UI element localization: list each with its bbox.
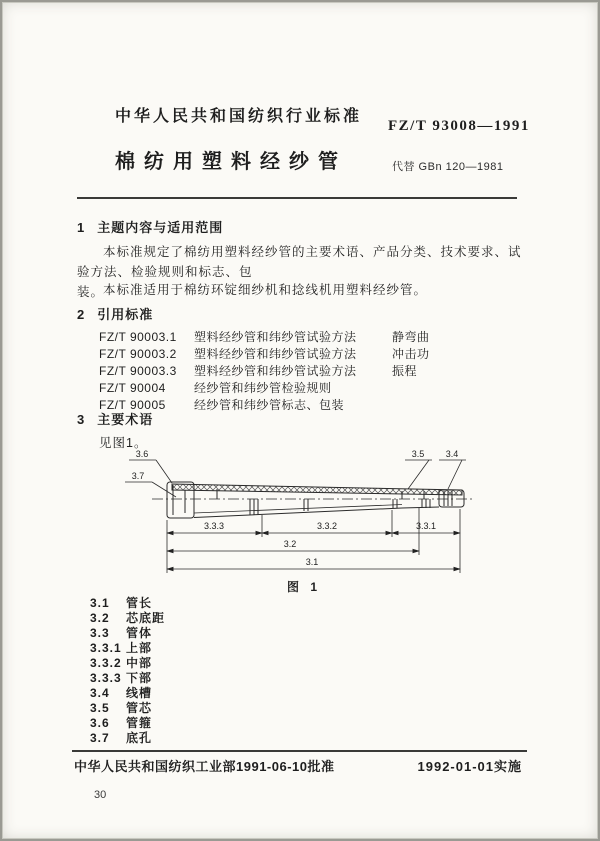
callout-tube-hoop: 3.6 [135,449,149,459]
reference-code: FZ/T 90003.1 [99,330,177,344]
dim-lower-part: 3.3.3 [203,521,225,531]
term-item [90,699,152,714]
term-label: 芯底距 [126,611,166,625]
figure-intro: 见图1。 [99,436,148,450]
term-label: 管长 [126,596,153,610]
section3-title: 主要术语 [97,412,154,427]
paragraph-line: 本标准规定了棉纺用塑料经纱管的主要术语、产品分类、技术要求、试验方法、检验规则和标志、包 [77,245,522,279]
figure1-bobbin-drawing [72,445,532,597]
term-label: 管芯 [126,701,153,715]
term-number: 3.3 [90,626,110,640]
paragraph-line: 装。 [77,285,105,299]
bottom-outline [194,508,402,518]
term-number: 3.1 [90,596,110,610]
callout-bottom-hole: 3.7 [131,471,145,481]
reference-item [99,379,332,396]
term-item [90,729,152,744]
section2-number: 2 [77,307,86,322]
term-item [90,639,152,654]
reference-item [99,328,430,345]
dim-tube-length: 3.1 [305,557,319,567]
bore-wall [194,505,402,514]
term-label: 上部 [126,641,153,655]
term-label: 管体 [126,626,153,640]
section3-number: 3 [77,412,86,427]
section1-number: 1 [77,220,86,235]
term-item [90,684,152,699]
reference-code: FZ/T 90003.3 [99,364,177,378]
term-label: 中部 [126,656,153,670]
dim-upper-part: 3.3.1 [415,521,437,531]
header-rule [77,197,517,199]
term-number: 3.4 [90,686,110,700]
term-number: 3.2 [90,611,110,625]
term-item [90,609,165,624]
term-number: 3.7 [90,731,110,745]
reference-code: FZ/T 90004 [99,381,166,395]
section2-heading [77,304,153,323]
term-item [90,714,152,729]
standard-org-line: 中华人民共和国纺织行业标准 [115,108,363,125]
approval-text: 中华人民共和国纺织工业部1991-06-10批准 [74,759,335,774]
callout-yarn-groove: 3.4 [445,449,459,459]
reference-title: 经纱管和纬纱管标志、包装 [194,398,345,412]
section2-title: 引用标准 [97,307,154,322]
section1-heading [77,217,223,236]
reference-title: 塑料经纱管和纬纱管试验方法 [194,330,357,344]
knurled-surface-band [172,484,462,495]
reference-code: FZ/T 90003.2 [99,347,177,361]
replaces-note: 代替 GBn 120—1981 [392,161,504,173]
implementation-text: 1992-01-01实施 [417,759,522,774]
term-item [90,624,152,639]
page-number: 30 [94,789,107,801]
reference-subtitle: 冲击功 [392,347,430,361]
footer-rule [72,750,527,752]
bottom-outline [402,507,439,508]
reference-subtitle: 振程 [392,364,418,378]
dim-middle-part: 3.3.2 [316,521,338,531]
term-item [90,669,152,684]
section3-heading [77,409,153,428]
figure-caption: 图 1 [286,580,322,594]
callout-tube-core: 3.5 [411,449,425,459]
term-number: 3.3.1 [90,641,122,655]
reference-item [99,345,430,362]
term-label: 管箍 [126,716,153,730]
term-number: 3.6 [90,716,110,730]
section1-title: 主题内容与适用范围 [97,220,224,235]
reference-code: FZ/T 90005 [99,398,166,412]
term-item [90,654,152,669]
term-number: 3.3.2 [90,656,122,670]
reference-title: 经纱管和纬纱管检验规则 [194,381,332,395]
dim-core-bottom-distance: 3.2 [283,539,297,549]
term-label: 底孔 [126,731,153,745]
term-item [90,594,152,609]
section1-paragraph2: 本标准适用于棉纺环锭细纱机和捻线机用塑料经纱管。 [103,283,428,297]
reference-title: 塑料经纱管和纬纱管试验方法 [194,364,357,378]
term-number: 3.5 [90,701,110,715]
reference-subtitle: 静弯曲 [392,330,430,344]
standard-code: FZ/T 93008—1991 [388,118,530,134]
term-label: 线槽 [126,686,153,700]
page-title: 棉纺用塑料经纱管 [115,151,347,173]
reference-item [99,362,417,379]
term-number: 3.3.3 [90,671,122,685]
term-label: 下部 [126,671,153,685]
reference-title: 塑料经纱管和纬纱管试验方法 [194,347,357,361]
